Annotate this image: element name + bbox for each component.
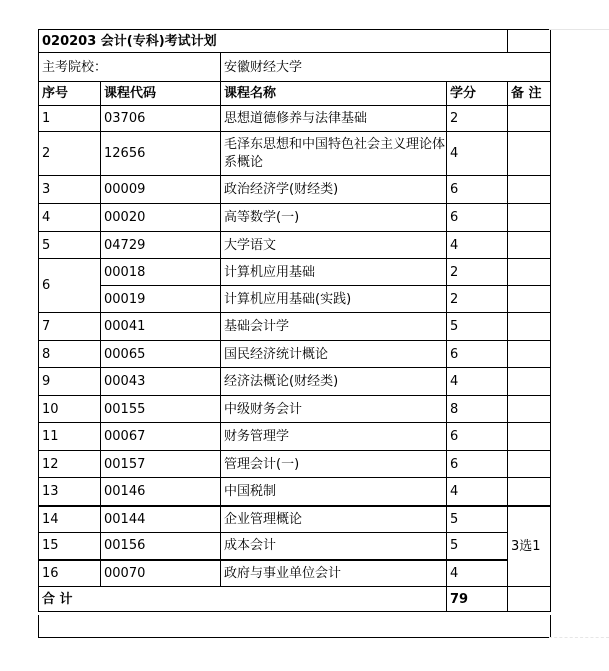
code-cell: 00067 (101, 423, 221, 451)
code-cell: 04729 (101, 232, 221, 259)
credit-cell: 5 (447, 533, 508, 560)
code-cell: 00065 (101, 341, 221, 368)
code-cell: 00041 (101, 313, 221, 341)
seq-cell: 12 (39, 451, 101, 478)
table-row (39, 396, 551, 423)
course-name-cell: 计算机应用基础 (221, 259, 447, 286)
elective-note: 3选1 (508, 506, 551, 587)
exam-plan-sheet (38, 29, 551, 612)
credit-cell: 2 (447, 259, 508, 286)
credit-cell: 4 (447, 232, 508, 259)
table-row (39, 259, 551, 286)
title-row (39, 30, 551, 53)
credit-cell: 8 (447, 396, 508, 423)
plan-title: 020203 会计(专科)考试计划 (39, 30, 508, 53)
seq-cell: 8 (39, 341, 101, 368)
code-cell: 00155 (101, 396, 221, 423)
note-cell (508, 368, 551, 396)
code-cell: 00146 (101, 478, 221, 506)
credit-cell: 5 (447, 313, 508, 341)
course-name-cell: 中国税制 (221, 478, 447, 506)
institution-row (39, 53, 551, 82)
credit-cell: 6 (447, 451, 508, 478)
seq-cell: 16 (39, 560, 101, 587)
table-row (39, 451, 551, 478)
table-row (39, 176, 551, 204)
credit-cell: 5 (447, 506, 508, 533)
note-cell (508, 286, 551, 313)
exam-plan-table (38, 29, 551, 612)
table-row (39, 106, 551, 132)
seq-cell: 2 (39, 132, 101, 176)
header-name: 课程名称 (221, 82, 447, 106)
table-row (39, 423, 551, 451)
credit-cell: 6 (447, 176, 508, 204)
note-cell (508, 132, 551, 176)
table-row (39, 341, 551, 368)
table-row (39, 560, 551, 587)
code-cell: 00018 (101, 259, 221, 286)
course-name-cell: 毛泽东思想和中国特色社会主义理论体系概论 (221, 132, 447, 176)
header-credit: 学分 (447, 82, 508, 106)
table-row (39, 506, 551, 533)
course-name-cell: 高等数学(一) (221, 204, 447, 232)
course-name-cell: 经济法概论(财经类) (221, 368, 447, 396)
grid-line (549, 637, 609, 639)
note-cell (508, 106, 551, 132)
institution-value: 安徽财经大学 (221, 53, 551, 82)
header-code: 课程代码 (101, 82, 221, 106)
seq-cell: 9 (39, 368, 101, 396)
seq-cell: 15 (39, 533, 101, 560)
code-cell: 00020 (101, 204, 221, 232)
code-cell: 00009 (101, 176, 221, 204)
seq-cell: 10 (39, 396, 101, 423)
blank-footer-row (38, 615, 551, 638)
credit-cell: 6 (447, 341, 508, 368)
seq-cell: 11 (39, 423, 101, 451)
grid-line (549, 29, 609, 31)
course-name-cell: 基础会计学 (221, 313, 447, 341)
seq-cell: 13 (39, 478, 101, 506)
header-row (39, 82, 551, 106)
table-row (39, 132, 551, 176)
note-cell (508, 341, 551, 368)
code-cell: 00043 (101, 368, 221, 396)
course-name-cell: 成本会计 (221, 533, 447, 560)
credit-cell: 6 (447, 204, 508, 232)
seq-cell: 6 (39, 259, 101, 313)
course-name-cell: 管理会计(一) (221, 451, 447, 478)
total-note-cell (508, 587, 551, 612)
table-row (39, 368, 551, 396)
credit-cell: 4 (447, 478, 508, 506)
course-name-cell: 大学语文 (221, 232, 447, 259)
note-cell (508, 478, 551, 506)
table-row (39, 533, 551, 560)
seq-cell: 14 (39, 506, 101, 533)
credit-cell: 4 (447, 560, 508, 587)
course-name-cell: 中级财务会计 (221, 396, 447, 423)
seq-cell: 4 (39, 204, 101, 232)
table-row (39, 232, 551, 259)
note-cell (508, 451, 551, 478)
seq-cell: 3 (39, 176, 101, 204)
seq-cell: 5 (39, 232, 101, 259)
total-value: 79 (447, 587, 508, 612)
code-cell: 00070 (101, 560, 221, 587)
code-cell: 03706 (101, 106, 221, 132)
note-cell (508, 259, 551, 286)
code-cell: 00144 (101, 506, 221, 533)
course-name-cell: 计算机应用基础(实践) (221, 286, 447, 313)
note-cell (508, 396, 551, 423)
code-cell: 12656 (101, 132, 221, 176)
table-row (39, 204, 551, 232)
credit-cell: 2 (447, 106, 508, 132)
course-name-cell: 思想道德修养与法律基础 (221, 106, 447, 132)
seq-cell: 1 (39, 106, 101, 132)
header-note: 备 注 (508, 82, 551, 106)
table-row (39, 313, 551, 341)
code-cell: 00157 (101, 451, 221, 478)
credit-cell: 4 (447, 132, 508, 176)
institution-label: 主考院校： (39, 53, 221, 82)
title-empty-cell (508, 30, 551, 53)
table-row (39, 478, 551, 506)
total-row (39, 587, 551, 612)
table-row (39, 286, 551, 313)
note-cell (508, 423, 551, 451)
note-cell (508, 313, 551, 341)
course-name-cell: 政府与事业单位会计 (221, 560, 447, 587)
total-label: 合 计 (39, 587, 447, 612)
credit-cell: 4 (447, 368, 508, 396)
note-cell (508, 176, 551, 204)
code-cell: 00019 (101, 286, 221, 313)
course-name-cell: 政治经济学(财经类) (221, 176, 447, 204)
seq-cell: 7 (39, 313, 101, 341)
code-cell: 00156 (101, 533, 221, 560)
credit-cell: 6 (447, 423, 508, 451)
course-name-cell: 财务管理学 (221, 423, 447, 451)
header-seq: 序号 (39, 82, 101, 106)
credit-cell: 2 (447, 286, 508, 313)
course-name-cell: 国民经济统计概论 (221, 341, 447, 368)
note-cell (508, 204, 551, 232)
note-cell (508, 232, 551, 259)
course-name-cell: 企业管理概论 (221, 506, 447, 533)
